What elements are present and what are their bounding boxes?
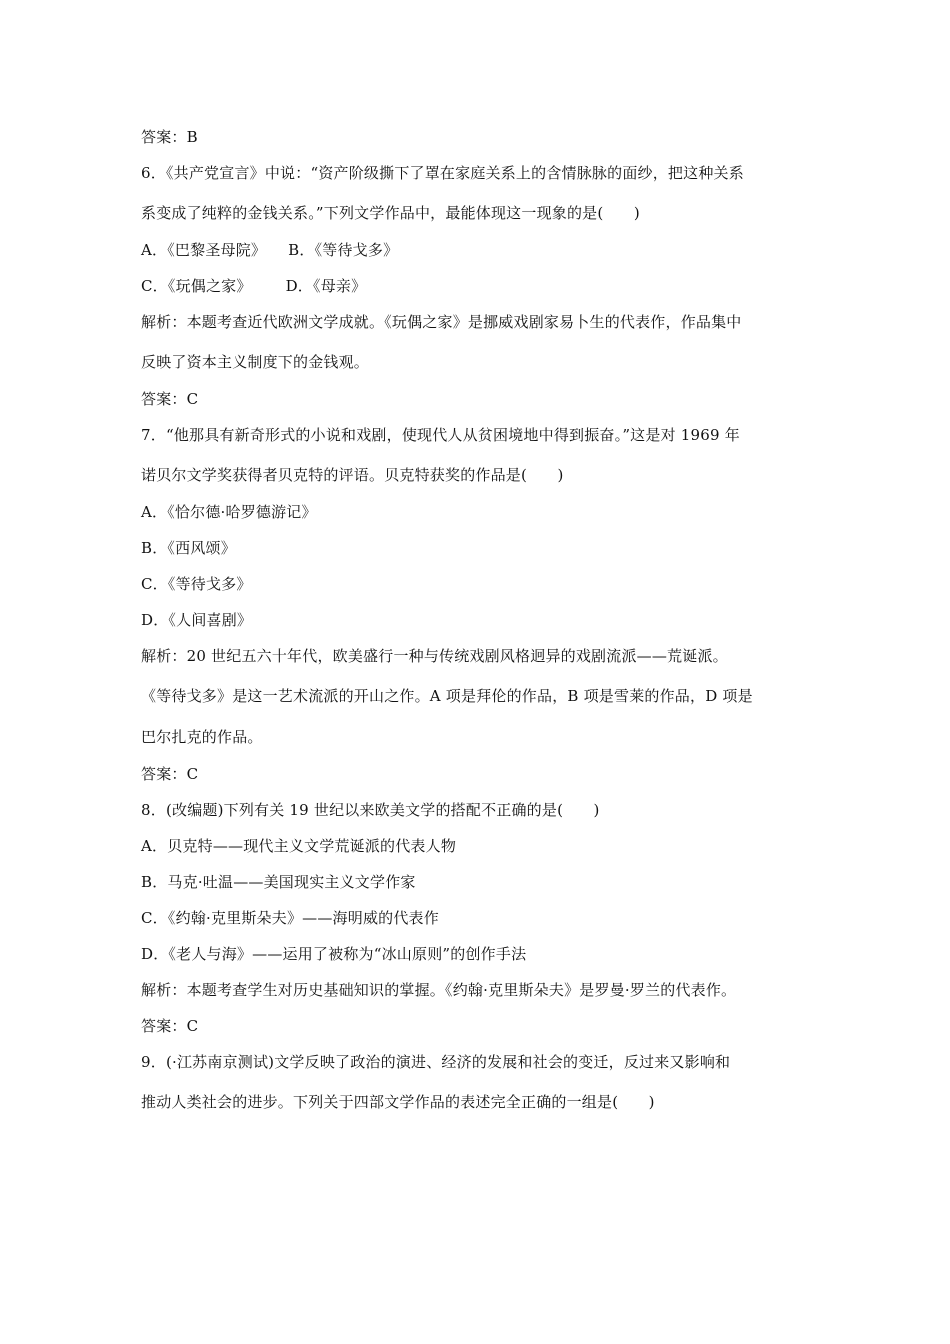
- option-d: D．《母亲》: [285, 277, 367, 295]
- answer-6: 答案：C: [141, 390, 199, 408]
- question-6-explanation-line-2: 反映了资本主义制度下的金钱观。: [141, 353, 370, 371]
- question-7-option-a: A．《恰尔德·哈罗德游记》: [141, 503, 317, 521]
- option-b: B．《等待戈多》: [288, 241, 399, 259]
- question-8-stem: 8．(改编题)下列有关 19 世纪以来欧美文学的搭配不正确的是( ): [141, 801, 600, 819]
- question-6-options-cd: [141, 276, 822, 296]
- question-8-explanation: 解析：本题考查学生对历史基础知识的掌握。《约翰·克里斯朵夫》是罗曼·罗兰的代表作。: [141, 981, 737, 999]
- question-7-option-d: D．《人间喜剧》: [141, 611, 253, 629]
- question-6-explanation-line-1: 解析：本题考查近代欧洲文学成就。《玩偶之家》是挪威戏剧家易卜生的代表作，作品集中: [141, 313, 742, 331]
- option-c: C．《玩偶之家》: [141, 277, 252, 295]
- answer-5: 答案：B: [141, 128, 198, 146]
- question-7-explanation-line-2: 《等待戈多》是这一艺术流派的开山之作。A 项是拜伦的作品，B 项是雪莱的作品，D 项是: [141, 687, 753, 705]
- answer-7: 答案：C: [141, 765, 199, 783]
- question-9-stem-line-2: 推动人类社会的进步。下列关于四部文学作品的表述完全正确的一组是( ): [141, 1093, 655, 1111]
- question-7-option-b: B．《西风颂》: [141, 539, 236, 557]
- question-8-option-c: C．《约翰·克里斯朵夫》——海明威的代表作: [141, 909, 439, 927]
- question-7-stem-line-1: 7．“他那具有新奇形式的小说和戏剧，使现代人从贫困境地中得到振奋。”这是对 1969 年: [141, 426, 740, 444]
- question-7-explanation-line-3: 巴尔扎克的作品。: [141, 728, 263, 746]
- question-6-stem-line-1: 6．《共产党宣言》中说：“资产阶级撕下了罩在家庭关系上的含情脉脉的面纱，把这种关系: [141, 164, 744, 182]
- question-6-stem-line-2: 系变成了纯粹的金钱关系。”下列文学作品中，最能体现这一现象的是( ): [141, 204, 640, 222]
- question-8-option-a: A．贝克特——现代主义文学荒诞派的代表人物: [141, 837, 457, 855]
- answer-8: 答案：C: [141, 1017, 199, 1035]
- question-7-stem-line-2: 诺贝尔文学奖获得者贝克特的评语。贝克特获奖的作品是( ): [141, 466, 564, 484]
- option-a: A．《巴黎圣母院》: [141, 241, 267, 259]
- question-7-explanation-line-1: 解析：20 世纪五六十年代，欧美盛行一种与传统戏剧风格迥异的戏剧流派——荒诞派。: [141, 647, 728, 665]
- question-8-option-d: D．《老人与海》——运用了被称为“冰山原则”的创作手法: [141, 945, 527, 963]
- question-7-option-c: C．《等待戈多》: [141, 575, 252, 593]
- question-8-option-b: B．马克·吐温——美国现实主义文学作家: [141, 873, 416, 891]
- question-6-options-ab: [141, 240, 822, 260]
- question-9-stem-line-1: 9．(·江苏南京测试)文学反映了政治的演进、经济的发展和社会的变迁，反过来又影响和: [141, 1053, 731, 1071]
